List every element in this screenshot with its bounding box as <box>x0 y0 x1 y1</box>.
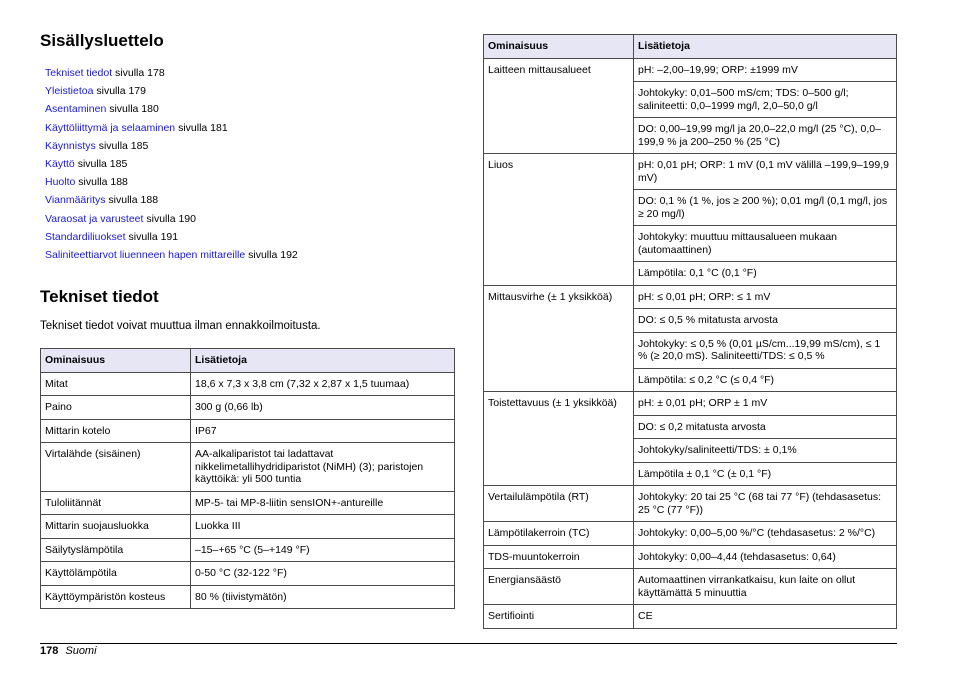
value-cell: MP-5- tai MP-8-liitin sensION+-antureille <box>191 491 455 515</box>
toc-item <box>45 210 455 228</box>
property-cell: Säilytyslämpötila <box>41 538 191 562</box>
property-cell: Energiansäästö <box>484 569 634 605</box>
value-cell: Johtokyky: 0,00–4,44 (tehdasasetus: 0,64) <box>634 545 897 569</box>
table-row <box>484 605 897 629</box>
table-row <box>41 443 455 492</box>
table-row <box>41 491 455 515</box>
toc-page-ref: sivulla 185 <box>74 157 128 170</box>
value-cell: Johtokyky: 0,00–5,00 %/°C (tehdasasetus: 2 %/°C) <box>634 522 897 546</box>
value-cell: Lämpötila: ≤ 0,2 °C (≤ 0,4 °F) <box>634 368 897 392</box>
table-header-row <box>484 35 897 59</box>
value-cell: Johtokyky: ≤ 0,5 % (0,01 µS/cm...19,99 mS/cm), ≤ 1 % (≥ 20,0 mS). Saliniteetti/TDS: ≤ 0,5 % <box>634 332 897 368</box>
toc-link[interactable]: Käynnistys <box>45 139 96 152</box>
toc-link[interactable]: Asentaminen <box>45 103 107 116</box>
property-cell: Paino <box>41 396 191 420</box>
table-row <box>41 396 455 420</box>
toc-link[interactable]: Saliniteettiarvot liuenneen hapen mittareille <box>45 248 246 261</box>
toc-page-ref: sivulla 179 <box>93 85 146 98</box>
property-cell: Lämpötilakerroin (TC) <box>484 522 634 546</box>
value-cell: Lämpötila ± 0,1 °C (± 0,1 °F) <box>634 462 897 486</box>
value-cell: Johtokyky: 0,01–500 mS/cm; TDS: 0–500 g/l; saliniteetti: 0,0–1999 mg/l, 2,0–50,0 g/l <box>634 82 897 118</box>
column-header: Ominaisuus <box>41 349 191 373</box>
property-cell: Käyttölämpötila <box>41 562 191 586</box>
value-cell: Johtokyky/saliniteetti/TDS: ± 0,1% <box>634 439 897 463</box>
toc-link[interactable]: Standardiliuokset <box>45 230 126 243</box>
page-number: 178 <box>40 645 59 657</box>
toc-link[interactable]: Käyttö <box>45 157 75 170</box>
value-cell: CE <box>634 605 897 629</box>
table-row <box>484 285 897 309</box>
property-cell: Laitteen mittausalueet <box>484 58 634 154</box>
column-header: Lisätietoja <box>634 35 897 59</box>
toc-page-ref: sivulla 190 <box>143 212 196 225</box>
value-cell: DO: ≤ 0,2 mitatusta arvosta <box>634 415 897 439</box>
property-cell: Käyttöympäristön kosteus <box>41 585 191 609</box>
value-cell: IP67 <box>191 419 455 443</box>
toc-item <box>45 228 455 246</box>
page-footer <box>40 643 897 657</box>
section-title: Tekniset tiedot <box>40 287 159 307</box>
property-cell: Toistettavuus (± 1 yksikköä) <box>484 392 634 486</box>
value-cell: Luokka III <box>191 515 455 539</box>
property-cell: Sertifiointi <box>484 605 634 629</box>
value-cell: 80 % (tiivistymätön) <box>191 585 455 609</box>
table-row <box>41 515 455 539</box>
property-cell: TDS-muuntokerroin <box>484 545 634 569</box>
value-cell: Johtokyky: muuttuu mittausalueen mukaan (automaattinen) <box>634 226 897 262</box>
toc-item <box>45 155 455 173</box>
toc-page-ref: sivulla 185 <box>95 139 149 152</box>
property-cell: Vertailulämpötila (RT) <box>484 486 634 522</box>
toc-page-ref: sivulla 191 <box>125 230 179 243</box>
value-cell: 300 g (0,66 lb) <box>191 396 455 420</box>
table-row <box>484 392 897 416</box>
table-row <box>484 569 897 605</box>
toc-link[interactable]: Huolto <box>45 176 76 189</box>
specs-table <box>40 348 455 609</box>
property-cell: Mittausvirhe (± 1 yksikköä) <box>484 285 634 392</box>
value-cell: AA-alkaliparistot tai ladattavat nikkelimetallihydridiparistot (NiMH) (3); paristojen käyttöikä: yli 500 tuntia <box>191 443 455 492</box>
toc-page-ref: sivulla 188 <box>105 194 159 207</box>
table-row <box>484 486 897 522</box>
value-cell: 0-50 °C (32-122 °F) <box>191 562 455 586</box>
value-cell: pH: 0,01 pH; ORP: 1 mV (0,1 mV välillä –199,9–199,9 mV) <box>634 154 897 190</box>
property-cell: Mitat <box>41 372 191 396</box>
value-cell: DO: 0,00–19,99 mg/l ja 20,0–22,0 mg/l (25 °C), 0,0–199,9 % ja 200–250 % (25 °C) <box>634 118 897 154</box>
table-row <box>484 522 897 546</box>
property-cell: Mittarin suojausluokka <box>41 515 191 539</box>
property-cell: Virtalähde (sisäinen) <box>41 443 191 492</box>
value-cell: pH: –2,00–19,99; ORP: ±1999 mV <box>634 58 897 82</box>
footer-language: Suomi <box>65 645 97 657</box>
value-cell: pH: ≤ 0,01 pH; ORP: ≤ 1 mV <box>634 285 897 309</box>
toc-page-ref: sivulla 181 <box>175 121 228 134</box>
toc-page-ref: sivulla 180 <box>106 103 159 116</box>
value-cell: –15–+65 °C (5–+149 °F) <box>191 538 455 562</box>
toc-item <box>45 173 455 191</box>
toc-item <box>45 82 455 100</box>
toc-item <box>45 100 455 118</box>
property-cell: Mittarin kotelo <box>41 419 191 443</box>
value-cell: Lämpötila: 0,1 °C (0,1 °F) <box>634 262 897 286</box>
table-row <box>41 538 455 562</box>
toc-link[interactable]: Yleistietoa <box>45 85 94 98</box>
toc-item <box>45 119 455 137</box>
value-cell: 18,6 x 7,3 x 3,8 cm (7,32 x 2,87 x 1,5 tuumaa) <box>191 372 455 396</box>
toc-page-ref: sivulla 192 <box>245 248 298 261</box>
value-cell: DO: ≤ 0,5 % mitatusta arvosta <box>634 309 897 333</box>
value-cell: DO: 0,1 % (1 %, jos ≥ 200 %); 0,01 mg/l (0,1 mg/l, jos ≥ 20 mg/l) <box>634 190 897 226</box>
toc-item <box>45 137 455 155</box>
intro-text: Tekniset tiedot voivat muuttua ilman ennakkoilmoitusta. <box>40 320 321 333</box>
measurement-specs-table <box>483 34 897 629</box>
toc-item <box>45 64 455 82</box>
table-row <box>41 585 455 609</box>
left-column <box>40 30 455 609</box>
property-cell: Tuloliitännät <box>41 491 191 515</box>
toc-page-ref: sivulla 188 <box>75 176 128 189</box>
toc-link[interactable]: Vianmääritys <box>45 194 106 207</box>
toc-link[interactable]: Varaosat ja varusteet <box>45 212 144 225</box>
column-header: Lisätietoja <box>191 349 455 373</box>
table-row <box>484 58 897 82</box>
toc-page-ref: sivulla 178 <box>112 67 165 79</box>
property-cell: Liuos <box>484 154 634 286</box>
value-cell: Johtokyky: 20 tai 25 °C (68 tai 77 °F) (tehdasasetus: 25 °C (77 °F)) <box>634 486 897 522</box>
toc-title: Sisällysluettelo <box>40 31 164 50</box>
value-cell: Automaattinen virrankatkaisu, kun laite on ollut käyttämättä 5 minuuttia <box>634 569 897 605</box>
toc-link[interactable]: Käyttöliittymä ja selaaminen <box>45 121 176 134</box>
right-column <box>483 34 897 629</box>
table-row <box>484 545 897 569</box>
toc-item <box>45 246 455 264</box>
toc-item <box>45 191 455 209</box>
table-row <box>484 154 897 190</box>
table-row <box>41 419 455 443</box>
table-header-row <box>41 349 455 373</box>
toc-link[interactable]: Tekniset tiedot <box>45 67 113 79</box>
toc-list <box>40 64 455 264</box>
table-row <box>41 562 455 586</box>
value-cell: pH: ± 0,01 pH; ORP ± 1 mV <box>634 392 897 416</box>
table-row <box>41 372 455 396</box>
column-header: Ominaisuus <box>484 35 634 59</box>
